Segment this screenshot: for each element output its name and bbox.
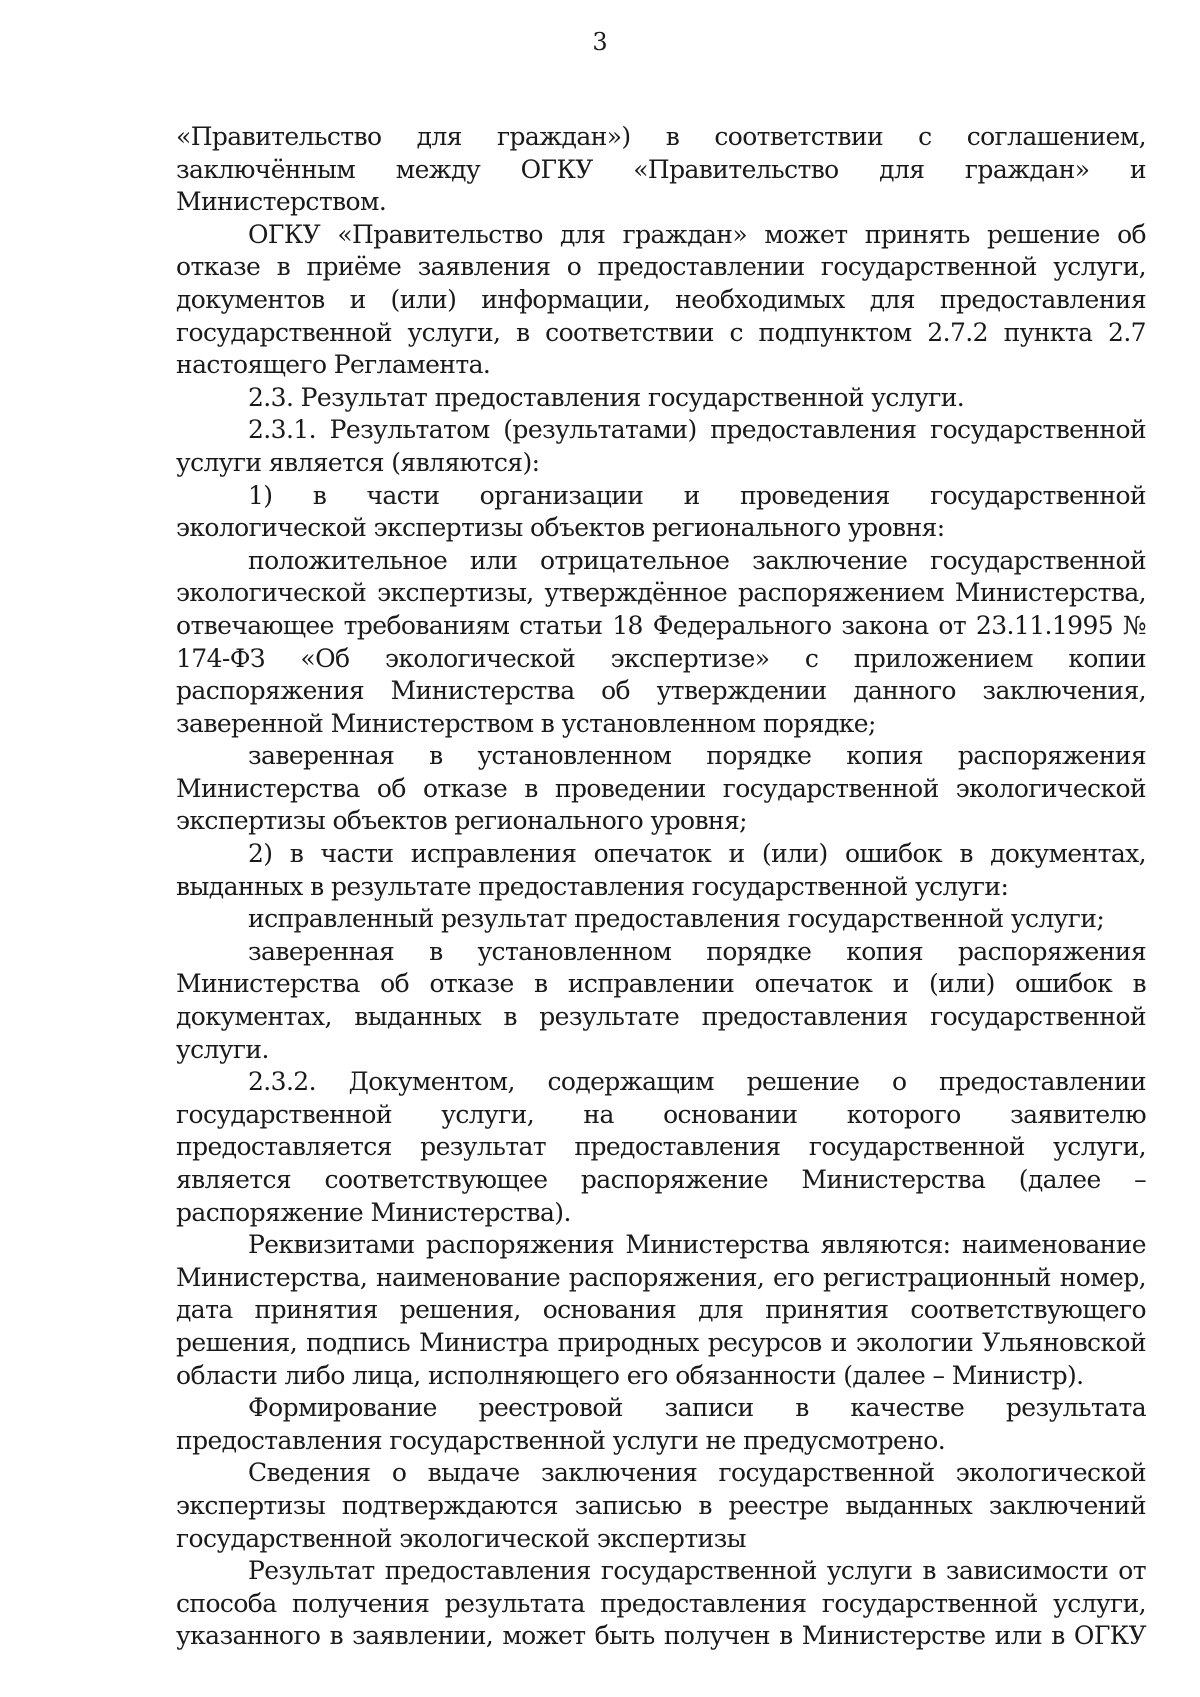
paragraph-registry-record: Формирование реестровой записи в качестве результата предоставления государственной услуги не предусмотрено.: [176, 1393, 1146, 1455]
paragraph-refusal-copy: заверенная в установленном порядке копия распоряжения Министерства об отказе в проведении государственной экологической экспертизы объектов регионального уровня;: [176, 741, 1146, 836]
paragraph-issuance-info: Сведения о выдаче заключения государственной экологической экспертизы подтверждаются записью в реестре выданных заключений государственной экологической экспертизы: [176, 1458, 1146, 1553]
list-item-1: 1) в части организации и проведения государственной экологической экспертизы объектов регионального уровня:: [176, 480, 1146, 543]
paragraph-refusal-correction-copy: заверенная в установленном порядке копия распоряжения Министерства об отказе в исправлении опечаток и (или) ошибок в документах, выданных в результате предоставления государственной услуги.: [176, 936, 1146, 1064]
paragraph-continuation: «Правительство для граждан») в соответствии с соглашением, заключённым между ОГКУ «Правительство для граждан» и Министерством.: [176, 122, 1146, 217]
paragraph-order-requisites: Реквизитами распоряжения Министерства являются: наименование Министерства, наименование распоряжения, его регистрационный номер, дата принятия решения, основания для принятия соответствующего решения, подпись Министра природных ресурсов и экологии Ульяновской области либо лица, исполняющего его обязанности (далее – Министр).: [176, 1230, 1146, 1390]
paragraph-result-receipt: Результат предоставления государственной услуги в зависимости от способа получения результата предоставления государственной услуги, указанного в заявлении, может быть получен в Министерстве или в ОГКУ: [176, 1556, 1146, 1651]
list-item-2: 2) в части исправления опечаток и (или) ошибок в документах, выданных в результате предоставления государственной услуги:: [176, 839, 1146, 901]
paragraph-refusal-decision: ОГКУ «Правительство для граждан» может принять решение об отказе в приёме заявления о предоставлении государственной услуги, документов и (или) информации, необходимых для предоставления государственной услуги, в соответствии с подпунктом 2.7.2 пункта 2.7 настоящего Регламента.: [176, 219, 1146, 380]
section-heading-2-3: 2.3. Результат предоставления государственной услуги.: [248, 382, 965, 412]
paragraph-corrected-result: исправленный результат предоставления государственной услуги;: [248, 904, 1105, 934]
paragraph-2-3-1: 2.3.1. Результатом (результатами) предоставления государственной услуги является (являются):: [176, 415, 1146, 477]
document-body: [176, 121, 1146, 1653]
page-number: 3: [592, 28, 608, 56]
paragraph-2-3-2: 2.3.2. Документом, содержащим решение о предоставлении государственной услуги, на основании которого заявителю предоставляется результат предоставления государственной услуги, является соответствующее распоряжение Министерства (далее – распоряжение Министерства).: [176, 1067, 1146, 1227]
paragraph-positive-negative-conclusion: положительное или отрицательное заключение государственной экологической экспертизы, утверждённое распоряжением Министерства, отвечающее требованиям статьи 18 Федерального закона от 23.11.1995 № 174-ФЗ «Об экологической экспертизе» с приложением копии распоряжения Министерства об утверждении данного заключения, заверенной Министерством в установленном порядке;: [176, 545, 1146, 738]
